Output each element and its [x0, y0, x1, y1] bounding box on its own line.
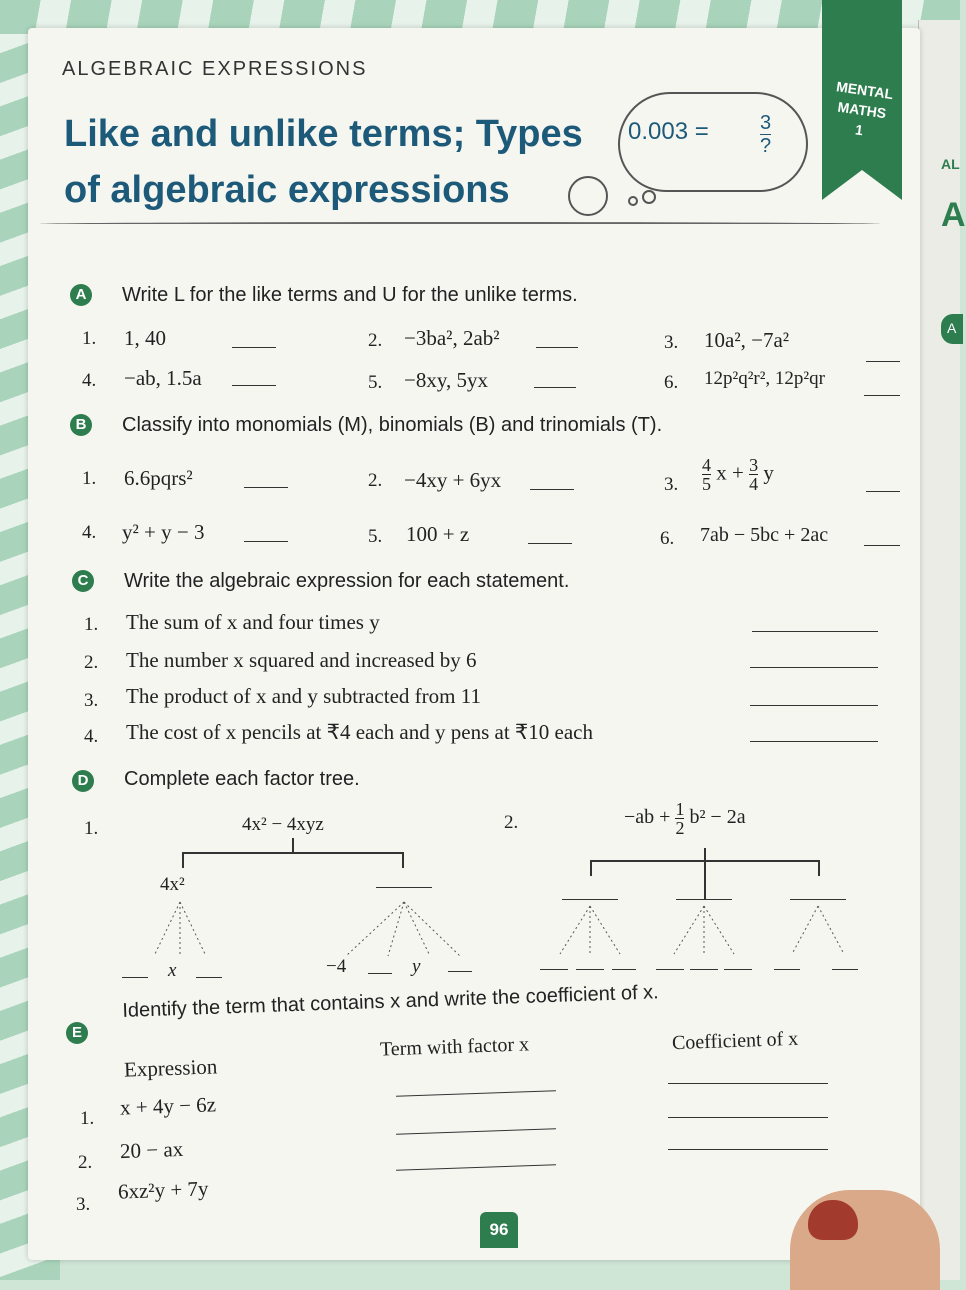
- column-header-expression: Expression: [123, 1054, 218, 1082]
- tree-node-blank[interactable]: [676, 898, 732, 900]
- section-d-instruction: Complete each factor tree.: [124, 768, 360, 790]
- c-item-number: 4.: [84, 726, 99, 747]
- tree-branch: [402, 852, 404, 868]
- tree-leaf-blank[interactable]: [724, 968, 752, 970]
- e-item-number: 3.: [76, 1194, 91, 1215]
- tree-1-root: 4x² − 4xyz: [242, 814, 324, 835]
- tree-branch: [590, 860, 592, 876]
- c-item-statement: The sum of x and four times y: [126, 610, 380, 634]
- next-page-text: AL: [941, 156, 960, 172]
- fraction: [675, 800, 684, 837]
- b-item-number: 4.: [82, 522, 97, 543]
- b-item-expression: 7ab − 5bc + 2ac: [700, 524, 829, 546]
- tree-2-root-pre: −ab +: [624, 806, 671, 829]
- ribbon-line-1: MENTAL: [835, 78, 895, 103]
- section-e-instruction: Identify the term that contains x and write the coefficient of x.: [122, 981, 660, 1022]
- column-header-coefficient: Coefficient of x: [671, 1027, 799, 1055]
- answer-blank[interactable]: [750, 666, 878, 668]
- b-item-number: 3.: [664, 474, 679, 495]
- a-item-number: 4.: [82, 370, 97, 391]
- tree-2-dotted-branches: [540, 904, 860, 960]
- tree-1-leaf: x: [168, 960, 177, 981]
- tree-1-number: 1.: [84, 818, 99, 839]
- section-a-instruction: Write L for the like terms and U for the unlike terms.: [122, 284, 578, 306]
- coefficient-answer-blank[interactable]: [668, 1148, 828, 1150]
- a-item-number: 2.: [368, 330, 383, 351]
- b-item-expression: [702, 456, 774, 493]
- tree-branch: [292, 838, 294, 852]
- cloud-frac-bottom: ?: [760, 135, 772, 157]
- answer-blank[interactable]: [232, 384, 276, 386]
- a-item-number: 1.: [82, 328, 97, 349]
- b-item-expression: −4xy + 6yx: [404, 468, 502, 492]
- tree-node-blank[interactable]: [562, 898, 618, 900]
- section-b-badge: B: [70, 414, 92, 436]
- b-item-expression: 100 + z: [406, 522, 470, 546]
- b-item-number: 1.: [82, 468, 97, 489]
- fraction: [749, 456, 758, 493]
- tree-leaf-blank[interactable]: [832, 968, 858, 970]
- b-item-expression: y² + y − 3: [122, 520, 205, 544]
- section-e-badge: E: [66, 1022, 88, 1044]
- cloud-bubble-small: [628, 196, 638, 206]
- answer-blank[interactable]: [864, 544, 900, 546]
- tree-leaf-blank[interactable]: [690, 968, 718, 970]
- fraction-denominator: 2: [675, 818, 685, 838]
- a-item-number: 5.: [368, 372, 383, 393]
- chapter-label: ALGEBRAIC EXPRESSIONS: [62, 58, 368, 80]
- fingernail-photo-element: [808, 1200, 858, 1240]
- tree-1-leaf: −4: [326, 956, 347, 977]
- cloud-fraction: [760, 112, 771, 157]
- answer-blank[interactable]: [866, 490, 900, 492]
- answer-blank[interactable]: [864, 394, 900, 396]
- tree-leaf-blank[interactable]: [368, 972, 392, 974]
- e-item-number: 1.: [80, 1108, 95, 1129]
- tree-1-left-node: 4x²: [160, 874, 185, 895]
- b-item-number: 5.: [368, 526, 383, 547]
- column-header-term: Term with factor x: [379, 1033, 530, 1061]
- ribbon-text: [822, 75, 902, 144]
- expression-tail: y: [763, 460, 774, 485]
- page-title: Like and unlike terms; Types of algebraic expressions: [64, 113, 583, 211]
- answer-blank[interactable]: [232, 346, 276, 348]
- tree-leaf-blank[interactable]: [448, 970, 472, 972]
- tree-2-root: [624, 800, 746, 837]
- coefficient-answer-blank[interactable]: [668, 1116, 828, 1118]
- page-number: 96: [480, 1212, 518, 1248]
- answer-blank[interactable]: [528, 542, 572, 544]
- b-item-number: 2.: [368, 470, 383, 491]
- next-page-edge: [918, 20, 966, 1280]
- fraction-denominator: 4: [749, 474, 759, 494]
- coefficient-answer-blank[interactable]: [668, 1082, 828, 1084]
- tree-leaf-blank[interactable]: [774, 968, 800, 970]
- tree-branch: [182, 852, 404, 854]
- tree-leaf-blank[interactable]: [196, 976, 222, 978]
- section-c-badge: C: [72, 570, 94, 592]
- b-item-number: 6.: [660, 528, 675, 549]
- answer-blank[interactable]: [530, 488, 574, 490]
- next-page-badge: A: [941, 314, 963, 344]
- section-a-badge: A: [70, 284, 92, 306]
- fraction-numerator: 4: [702, 455, 711, 475]
- c-item-statement: The cost of x pencils at ₹4 each and y pens at ₹10 each: [126, 720, 593, 744]
- answer-blank[interactable]: [750, 704, 878, 706]
- e-item-expression: 20 − ax: [119, 1136, 184, 1164]
- c-item-number: 2.: [84, 652, 99, 673]
- section-d-badge: D: [72, 770, 94, 792]
- fraction: [702, 456, 711, 493]
- section-b-instruction: Classify into monomials (M), binomials (B) and trinomials (T).: [122, 414, 663, 436]
- cloud-frac-top: 3: [760, 112, 772, 134]
- ribbon-line-2: MATHS: [836, 98, 888, 122]
- answer-blank[interactable]: [866, 360, 900, 362]
- tree-1-leaf: y: [412, 956, 421, 977]
- a-item-expression: 12p²q²r², 12p²qr: [704, 368, 825, 389]
- e-item-expression: x + 4y − 6z: [119, 1092, 217, 1120]
- c-item-statement: The number x squared and increased by 6: [126, 648, 477, 672]
- a-item-expression: 1, 40: [124, 326, 166, 350]
- answer-blank[interactable]: [536, 346, 578, 348]
- a-item-number: 6.: [664, 372, 679, 393]
- tree-2-root-post: b² − 2a: [689, 806, 746, 829]
- tree-leaf-blank[interactable]: [576, 968, 604, 970]
- answer-blank[interactable]: [752, 630, 878, 632]
- cloud-equation: 0.003 =: [628, 118, 709, 145]
- tree-leaf-blank[interactable]: [656, 968, 684, 970]
- tree-branch: [818, 860, 820, 876]
- tree-branch: [704, 860, 706, 900]
- c-item-number: 3.: [84, 690, 99, 711]
- tree-1-dotted-branches: [140, 900, 470, 960]
- a-item-expression: 10a², −7a²: [704, 328, 790, 352]
- answer-blank[interactable]: [534, 386, 576, 388]
- e-item-expression: 6xz²y + 7y: [117, 1176, 209, 1204]
- tree-branch: [182, 852, 184, 868]
- a-item-expression: −ab, 1.5a: [124, 366, 202, 390]
- a-item-number: 3.: [664, 332, 679, 353]
- header-divider: [40, 222, 880, 226]
- a-item-expression: −8xy, 5yx: [404, 368, 488, 392]
- tree-leaf-blank[interactable]: [540, 968, 568, 970]
- tree-leaf-blank[interactable]: [612, 968, 636, 970]
- fraction-denominator: 5: [702, 474, 711, 494]
- expression-middle: x +: [716, 460, 744, 485]
- answer-blank[interactable]: [244, 540, 288, 542]
- next-page-letter: A: [941, 196, 966, 234]
- answer-blank[interactable]: [750, 740, 878, 742]
- ribbon-number: 1: [854, 121, 865, 139]
- cloud-bubble-large: [568, 176, 608, 216]
- tree-node-blank[interactable]: [376, 886, 432, 888]
- c-item-statement: The product of x and y subtracted from 11: [126, 684, 481, 708]
- section-c-instruction: Write the algebraic expression for each statement.: [124, 570, 570, 592]
- answer-blank[interactable]: [244, 486, 288, 488]
- tree-node-blank[interactable]: [790, 898, 846, 900]
- tree-leaf-blank[interactable]: [122, 976, 148, 978]
- c-item-number: 1.: [84, 614, 99, 635]
- e-item-number: 2.: [78, 1152, 93, 1173]
- tree-2-number: 2.: [504, 812, 519, 833]
- tree-branch: [704, 848, 706, 860]
- a-item-expression: −3ba², 2ab²: [404, 326, 500, 350]
- finger-photo-element: [790, 1190, 940, 1290]
- cloud-bubble-medium: [642, 190, 656, 204]
- fraction-numerator: 1: [675, 799, 685, 819]
- b-item-expression: 6.6pqrs²: [124, 466, 193, 490]
- fraction-numerator: 3: [749, 455, 759, 475]
